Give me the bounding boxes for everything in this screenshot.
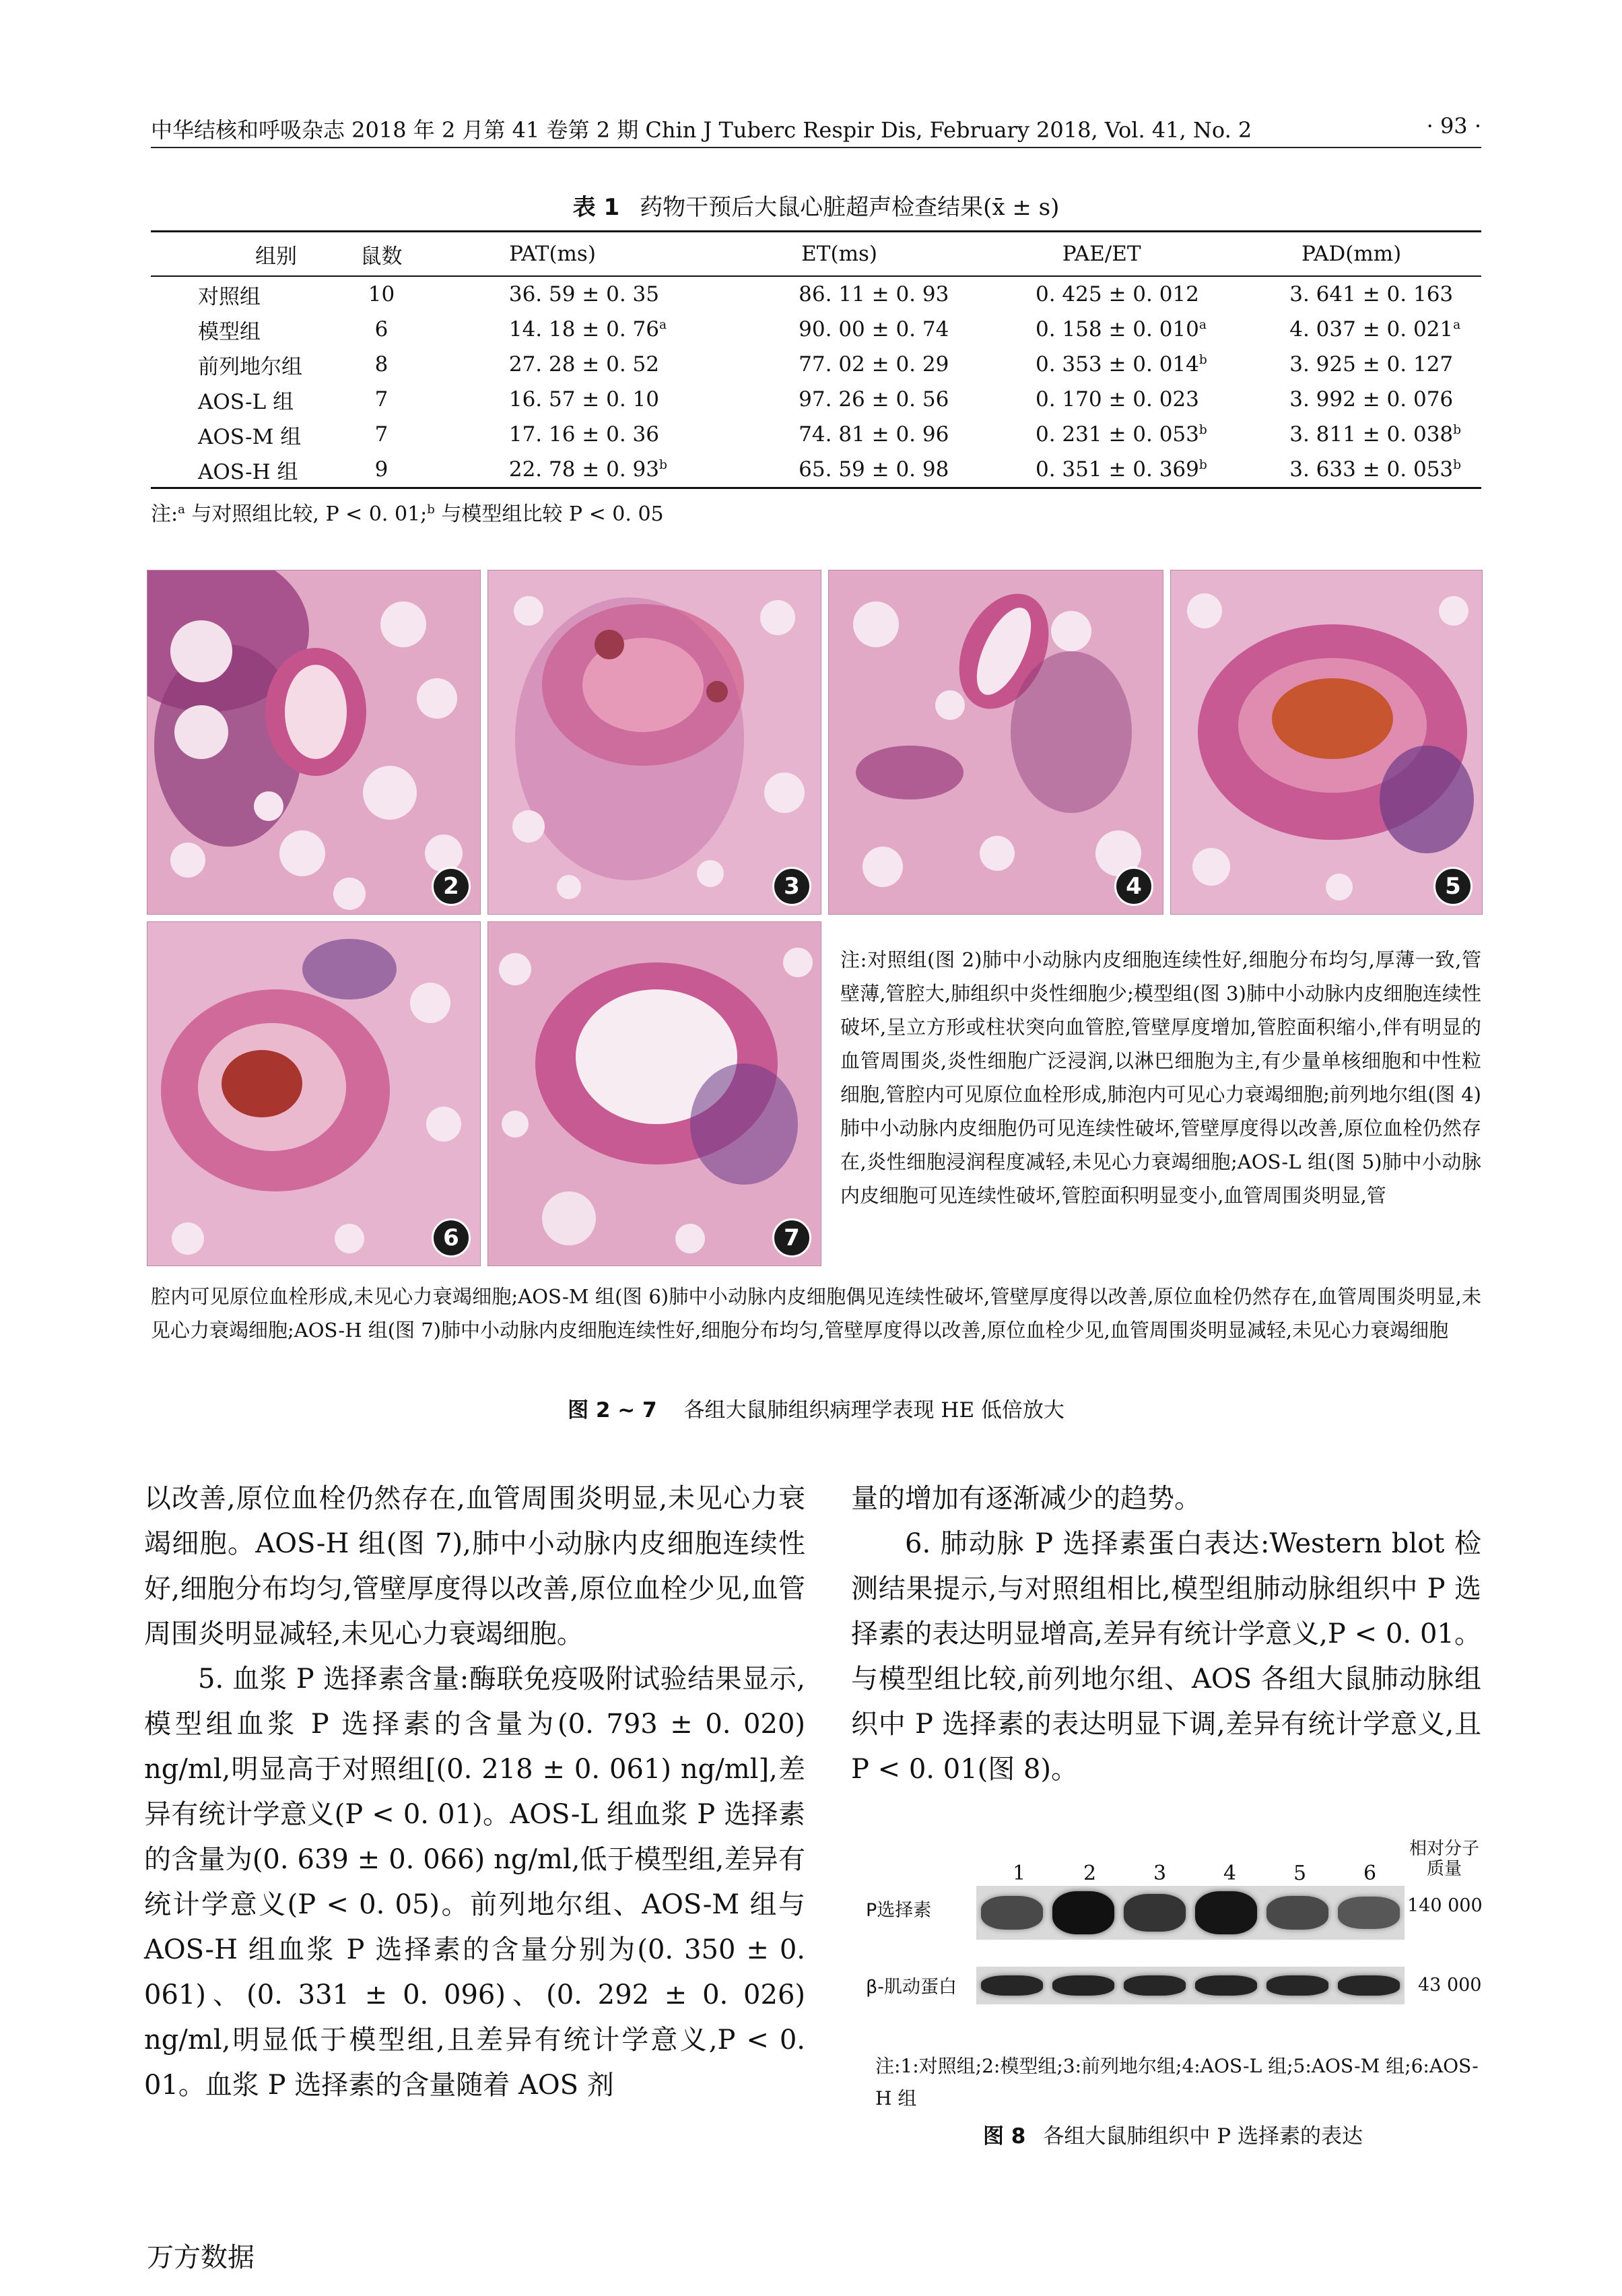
blot-band [1338, 1975, 1399, 1996]
cell-value: 90. 00 ± 0. 74 [799, 317, 949, 341]
panel-number-badge: 4 [1114, 867, 1153, 906]
table-cell [355, 382, 408, 417]
figure-title: 各组大鼠肺组织中 P 选择素的表达 [1043, 2124, 1363, 2149]
cell-value: 10 [368, 282, 395, 306]
body-paragraph: 5. 血浆 P 选择素含量:酶联免疫吸附试验结果显示,模型组血浆 P 选择素的含量为(0. 793 ± 0. 020) ng/ml,明显高于对照组[(0. 218 ± 0. 061) ng/ml],差异有统计学意义(P < 0. 01)。AOS-L 组血浆 P 选择素的含量为(0. 639 ± 0. 066) ng/ml,低于模型组,差异有统计学意义(P < 0. 05)。前列地尔组、AOS-M 组与 AOS-H 组血浆 P 选择素的含量分别为(0. 350 ± 0. 061)、(0. 331 ± 0. 096)、(0. 292 ± 0. 026) ng/ml,明显低于模型组,且差异有统计学意义,P < 0. 01。血浆 P 选择素的含量随着 AOS 剂 [144, 1664, 805, 2101]
blot-band [1124, 1975, 1185, 1996]
cell-value: 36. 59 ± 0. 35 [508, 282, 660, 306]
table-cell [698, 312, 982, 347]
blot-band [1195, 1975, 1256, 1996]
blot-band [1195, 1891, 1256, 1934]
blot-band [981, 1896, 1042, 1930]
table-cell [698, 276, 982, 312]
table-cell [151, 312, 355, 347]
table-cell [151, 276, 355, 312]
table-cell [408, 312, 698, 347]
cell-value: 74. 81 ± 0. 96 [799, 422, 949, 447]
micrograph-image [1171, 570, 1482, 914]
table-cell [151, 382, 355, 417]
table-cell [698, 452, 982, 488]
micrograph-image [829, 570, 1163, 914]
cell-value: 86. 11 ± 0. 93 [799, 282, 949, 306]
molecular-weight-value: 140 000 [1407, 1895, 1483, 1916]
column-header: ET(ms) [801, 242, 877, 266]
cell-value: AOS-L 组 [198, 389, 294, 414]
cell-value: 4. 037 ± 0. 021 [1289, 317, 1454, 341]
significance-marker: a [659, 317, 667, 332]
cell-value: 65. 59 ± 0. 98 [799, 457, 949, 482]
panel-number-badge: 7 [772, 1218, 811, 1257]
cell-value: 27. 28 ± 0. 52 [508, 352, 660, 376]
database-watermark: 万方数据 [147, 2242, 255, 2273]
table-cell [698, 417, 982, 452]
table-cell [1222, 452, 1481, 488]
significance-marker: b [1198, 352, 1207, 367]
table-cell [1222, 417, 1481, 452]
table-cell [408, 417, 698, 452]
blot-band [1052, 1975, 1114, 1996]
micrograph-panel-7 [487, 921, 821, 1266]
column-header: 组别 [255, 244, 297, 269]
significance-marker: b [1198, 457, 1207, 472]
figure-number: 图 2 ~ 7 [568, 1398, 657, 1422]
micrograph-panel-6 [147, 921, 481, 1266]
cell-value: 3. 633 ± 0. 053 [1289, 457, 1454, 482]
column-header: 鼠数 [360, 244, 403, 269]
micrograph-image [488, 570, 821, 914]
cell-value: 3. 811 ± 0. 038 [1289, 422, 1454, 447]
lane-number: 3 [1153, 1862, 1167, 1885]
significance-marker: b [1198, 422, 1207, 437]
cell-value: 对照组 [198, 284, 261, 309]
table-row [151, 452, 1481, 488]
lane-number: 2 [1083, 1862, 1097, 1885]
table-cell [408, 347, 698, 382]
micrograph-panel-5 [1170, 570, 1483, 915]
panel-number-badge: 3 [772, 867, 811, 906]
table-cell [1222, 347, 1481, 382]
header-rule [151, 147, 1481, 148]
molecular-weight-value: 43 000 [1418, 1975, 1482, 1996]
cell-value: 8 [374, 352, 388, 376]
table-cell [355, 452, 408, 488]
table-cell [982, 382, 1222, 417]
table-cell [698, 382, 982, 417]
panel-number-badge: 6 [432, 1218, 471, 1257]
micrograph-image [147, 922, 480, 1266]
p-selectin-blot-strip [976, 1886, 1405, 1940]
note-sup-b: b [427, 502, 435, 517]
table-cell [151, 417, 355, 452]
blot-row-label: P选择素 [866, 1900, 932, 1921]
cell-value: 9 [374, 457, 388, 482]
panel-number-badge: 5 [1433, 867, 1473, 906]
table-cell [982, 417, 1222, 452]
table-number: 表 1 [572, 194, 620, 221]
table-cell [355, 276, 408, 312]
table-cell [151, 452, 355, 488]
panel-number-badge: 2 [432, 867, 471, 906]
beta-actin-blot-strip [976, 1967, 1405, 2004]
table-footnote [151, 497, 664, 527]
column-header: PAT(ms) [509, 242, 596, 266]
note-sup-a: a [178, 502, 185, 517]
figure-note-part1: 注:对照组(图 2)肺中小动脉内皮细胞连续性好,细胞分布均匀,厚薄一致,管壁薄,管腔大,肺组织中炎性细胞少;模型组(图 3)肺中小动脉内皮细胞连续性破坏,呈立方形或柱状突向血管腔,管壁厚度增加,管腔面积缩小,伴有明显的血管周围炎,炎性细胞广泛浸润,以淋巴细胞为主,有少量单核细胞和中性粒细胞,管腔内可见原位血栓形成,肺泡内可见心力衰竭细胞;前列地尔组(图 4)肺中小动脉内皮细胞仍可见连续性破坏,管壁厚度得以改善,原位血栓仍然存在,炎性细胞浸润程度减轻,未见心力衰竭细胞;AOS-L 组(图 5)肺中小动脉内皮细胞可见连续性破坏,管腔面积明显变小,血管周围炎明显,管 [840, 948, 1481, 1207]
table-row [151, 276, 1481, 312]
journal-citation: 中华结核和呼吸杂志 2018 年 2 月第 41 卷第 2 期 Chin J Tuberc Respir Dis, February 2018, Vol. 41, No. 2 [151, 117, 1252, 143]
table-note-a: 与对照组比较, P < 0. 01; [184, 502, 428, 526]
running-header [151, 113, 1481, 143]
table-cell [982, 312, 1222, 347]
table-note-b: 与模型组比较 P < 0. 05 [434, 502, 664, 526]
cell-value: 97. 26 ± 0. 56 [799, 387, 949, 412]
cell-value: 0. 425 ± 0. 012 [1035, 282, 1199, 306]
table-row [151, 417, 1481, 452]
table-cell [1222, 382, 1481, 417]
lane-number: 4 [1223, 1862, 1237, 1885]
table-title: 药物干预后大鼠心脏超声检查结果(x̄ ± s) [640, 194, 1060, 221]
table-cell [408, 382, 698, 417]
table-cell [355, 417, 408, 452]
significance-marker: a [1198, 317, 1207, 332]
cell-value: 22. 78 ± 0. 93 [508, 457, 660, 482]
table-cell [1222, 276, 1481, 312]
table-caption [151, 189, 1481, 222]
figure-caption-8 [983, 2119, 1363, 2149]
table-row [151, 312, 1481, 347]
table-cell [408, 276, 698, 312]
lane-number: 6 [1363, 1862, 1377, 1885]
table-cell [355, 347, 408, 382]
blot-row-label: β-肌动蛋白 [866, 1977, 957, 1998]
cell-value: 0. 170 ± 0. 023 [1035, 387, 1199, 412]
cell-value: 0. 351 ± 0. 369 [1035, 457, 1199, 482]
micrograph-image [488, 922, 821, 1266]
lane-number: 1 [1013, 1862, 1026, 1885]
significance-marker: b [1453, 457, 1462, 472]
column-header: PAE/ET [1062, 242, 1141, 266]
cell-value: 0. 158 ± 0. 010 [1035, 317, 1199, 341]
figure8-note: 注:1:对照组;2:模型组;3:前列地尔组;4:AOS-L 组;5:AOS-M 组;6:AOS-H 组 [875, 2055, 1479, 2109]
blot-band [981, 1975, 1042, 1996]
blot-band [1124, 1894, 1185, 1932]
cell-value: 6 [374, 317, 388, 341]
cell-value: 3. 992 ± 0. 076 [1289, 387, 1454, 412]
cell-value: 77. 02 ± 0. 29 [799, 352, 949, 376]
cell-value: AOS-M 组 [198, 424, 302, 449]
cell-value: 0. 231 ± 0. 053 [1035, 422, 1199, 447]
table-row [151, 382, 1481, 417]
blot-band [1338, 1897, 1399, 1928]
micrograph-image [147, 570, 480, 914]
blot-band [1052, 1891, 1114, 1935]
cell-value: AOS-H 组 [198, 459, 298, 484]
molecular-weight-title: 相对分子质量 [1409, 1839, 1479, 1879]
cell-value: 7 [374, 422, 388, 447]
micrograph-panel-3 [487, 570, 821, 915]
body-column-left [144, 1476, 805, 2108]
figure-note-part2: 腔内可见原位血栓形成,未见心力衰竭细胞;AOS-M 组(图 6)肺中小动脉内皮细胞偶见连续性破坏,管壁厚度得以改善,原位血栓仍然存在,血管周围炎明显,未见心力衰竭细胞;AOS-H 组(图 7)肺中小动脉内皮细胞连续性好,细胞分布均匀,管壁厚度得以改善,原位血栓少见,血管周围炎明显减轻,未见心力衰竭细胞 [151, 1285, 1481, 1342]
figure-title: 各组大鼠肺组织病理学表现 HE 低倍放大 [683, 1398, 1065, 1422]
figure-number: 图 8 [983, 2124, 1026, 2149]
micrograph-panel-4 [828, 570, 1163, 915]
cell-value: 模型组 [198, 319, 261, 344]
column-header: PAD(mm) [1302, 242, 1402, 266]
table-cell [698, 347, 982, 382]
lane-number: 5 [1293, 1862, 1307, 1885]
table-note-prefix: 注: [151, 502, 178, 526]
table-cell [1222, 312, 1481, 347]
cell-value: 0. 353 ± 0. 014 [1035, 352, 1199, 376]
page-number: · 93 · [1426, 113, 1481, 139]
significance-marker: b [1453, 422, 1462, 437]
blot-band [1266, 1975, 1328, 1996]
table-body [151, 276, 1481, 488]
micrograph-panel-2 [147, 570, 481, 915]
table-cell [982, 347, 1222, 382]
cell-value: 3. 925 ± 0. 127 [1289, 352, 1454, 376]
table-row [151, 347, 1481, 382]
table-cell [151, 347, 355, 382]
western-blot-figure [848, 1839, 1481, 2041]
cell-value: 16. 57 ± 0. 10 [508, 387, 660, 412]
body-paragraph: 量的增加有逐渐减少的趋势。 [851, 1483, 1201, 1514]
table-cell [982, 452, 1222, 488]
table-header-row [151, 232, 1481, 277]
cell-value: 7 [374, 387, 388, 412]
table-cell [355, 312, 408, 347]
cell-value: 14. 18 ± 0. 76 [508, 317, 660, 341]
body-column-right [851, 1476, 1481, 1792]
echo-results-table [151, 230, 1481, 489]
figure-caption-2-7 [151, 1393, 1481, 1423]
body-paragraph: 6. 肺动脉 P 选择素蛋白表达:Western blot 检测结果提示,与对照组相比,模型组肺动脉组织中 P 选择素的表达明显增高,差异有统计学意义,P < 0. 01。与模型组比较,前列地尔组、AOS 各组大鼠肺动脉组织中 P 选择素的表达明显下调,差异有统计学意义,且 P < 0. 01(图 8)。 [851, 1528, 1481, 1785]
table-cell [982, 276, 1222, 312]
cell-value: 17. 16 ± 0. 36 [508, 422, 660, 447]
table-cell [408, 452, 698, 488]
cell-value: 3. 641 ± 0. 163 [1289, 282, 1454, 306]
cell-value: 前列地尔组 [198, 354, 302, 379]
blot-band [1266, 1896, 1328, 1930]
body-paragraph: 以改善,原位血栓仍然存在,血管周围炎明显,未见心力衰竭细胞。AOS-H 组(图 7),肺中小动脉内皮细胞连续性好,细胞分布均匀,管壁厚度得以改善,原位血栓少见,血管周围炎明显减轻,未见心力衰竭细胞。 [144, 1483, 805, 1649]
significance-marker: a [1453, 317, 1461, 332]
significance-marker: b [659, 457, 667, 472]
